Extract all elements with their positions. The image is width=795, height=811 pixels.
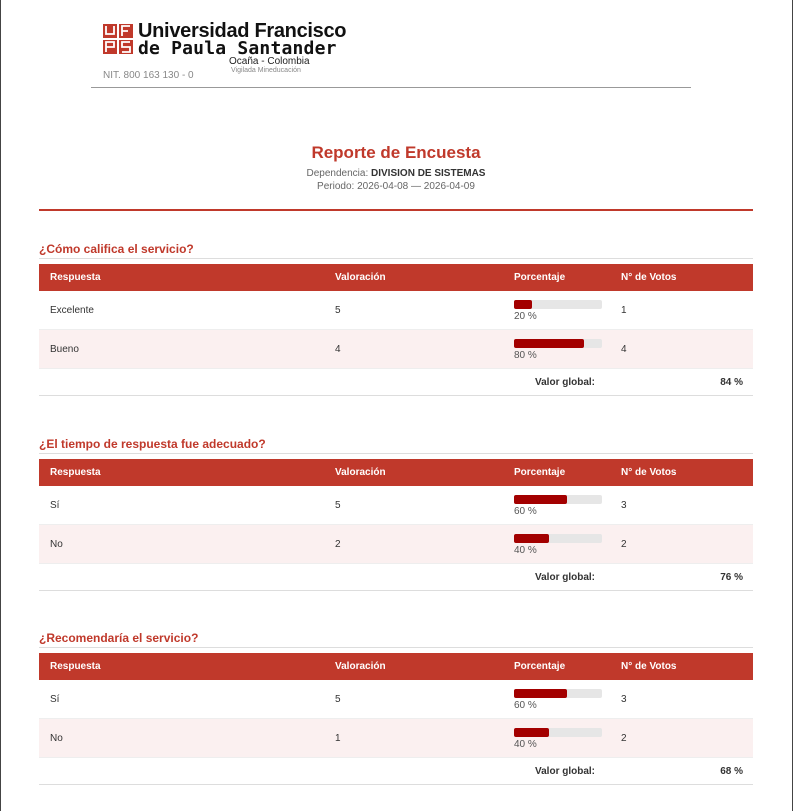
question-section <box>39 240 753 396</box>
col-votos: N° de Votos <box>621 467 677 478</box>
global-label: Valor global: <box>514 369 621 396</box>
votos-cell: 4 <box>621 330 753 369</box>
table-row <box>39 719 753 758</box>
col-votos: N° de Votos <box>621 272 677 283</box>
votos-cell: 3 <box>621 680 753 719</box>
global-label: Valor global: <box>514 758 621 785</box>
university-name-line1: Universidad Francisco <box>138 20 347 42</box>
table-row <box>39 291 753 330</box>
porcentaje-cell <box>514 680 621 719</box>
table-header-row <box>39 459 753 486</box>
porcentaje-cell <box>514 486 621 525</box>
percent-bar-fill <box>514 339 584 348</box>
valoracion-cell: 2 <box>335 525 514 564</box>
respuesta-cell: Sí <box>39 680 335 719</box>
percent-bar-fill <box>514 728 549 737</box>
percent-bar-track <box>514 300 602 309</box>
global-row <box>39 758 753 785</box>
results-table <box>39 653 753 785</box>
university-name-line2: de Paula Santander <box>138 38 337 59</box>
percent-label: 40 % <box>514 739 537 750</box>
col-porcentaje: Porcentaje <box>514 661 566 672</box>
percent-label: 80 % <box>514 350 537 361</box>
question-title: ¿Recomendaría el servicio? <box>39 629 753 648</box>
dependencia-value: DIVISION DE SISTEMAS <box>371 168 486 179</box>
percent-bar-track <box>514 495 602 504</box>
porcentaje-cell <box>514 330 621 369</box>
title-divider <box>39 209 753 211</box>
col-valoracion: Valoración <box>335 467 386 478</box>
question-section <box>39 435 753 591</box>
votos-cell: 1 <box>621 291 753 330</box>
valoracion-cell: 1 <box>335 719 514 758</box>
col-respuesta: Respuesta <box>50 272 101 283</box>
respuesta-cell: No <box>39 525 335 564</box>
valoracion-cell: 5 <box>335 486 514 525</box>
porcentaje-cell <box>514 291 621 330</box>
table-row <box>39 330 753 369</box>
report-title: Reporte de Encuesta <box>311 143 481 162</box>
respuesta-cell: Bueno <box>39 330 335 369</box>
col-valoracion: Valoración <box>335 661 386 672</box>
vigilada-text: Vigilada Mineducación <box>231 67 301 74</box>
results-table <box>39 264 753 396</box>
col-respuesta: Respuesta <box>50 661 101 672</box>
table-row <box>39 680 753 719</box>
global-row <box>39 564 753 591</box>
percent-label: 60 % <box>514 506 537 517</box>
global-label: Valor global: <box>514 564 621 591</box>
porcentaje-cell <box>514 719 621 758</box>
percent-bar-fill <box>514 534 549 543</box>
report-title-block <box>39 143 753 193</box>
col-porcentaje: Porcentaje <box>514 467 566 478</box>
porcentaje-cell <box>514 525 621 564</box>
percent-label: 40 % <box>514 545 537 556</box>
table-header-row <box>39 264 753 291</box>
table-row <box>39 486 753 525</box>
results-table <box>39 459 753 591</box>
global-row <box>39 369 753 396</box>
percent-bar-track <box>514 728 602 737</box>
university-city: Ocaña - Colombia <box>229 56 310 67</box>
table-row <box>39 525 753 564</box>
percent-bar-track <box>514 534 602 543</box>
respuesta-cell: No <box>39 719 335 758</box>
col-porcentaje: Porcentaje <box>514 272 566 283</box>
votos-cell: 2 <box>621 525 753 564</box>
percent-bar-track <box>514 689 602 698</box>
respuesta-cell: Excelente <box>39 291 335 330</box>
percent-label: 60 % <box>514 700 537 711</box>
col-valoracion: Valoración <box>335 272 386 283</box>
global-value: 68 % <box>621 758 753 785</box>
percent-bar-track <box>514 339 602 348</box>
percent-bar-fill <box>514 300 532 309</box>
votos-cell: 3 <box>621 486 753 525</box>
valoracion-cell: 5 <box>335 291 514 330</box>
col-votos: N° de Votos <box>621 661 677 672</box>
question-section <box>39 629 753 785</box>
periodo-line: Periodo: 2026-04-08 — 2026-04-09 <box>317 181 475 192</box>
nit-text: NIT. 800 163 130 - 0 <box>103 70 194 81</box>
dependencia-line <box>39 167 753 180</box>
valoracion-cell: 5 <box>335 680 514 719</box>
percent-bar-fill <box>514 495 567 504</box>
question-title: ¿Cómo califica el servicio? <box>39 240 753 259</box>
percent-label: 20 % <box>514 311 537 322</box>
dependencia-label: Dependencia: <box>306 168 369 179</box>
col-respuesta: Respuesta <box>50 467 101 478</box>
respuesta-cell: Sí <box>39 486 335 525</box>
global-value: 76 % <box>621 564 753 591</box>
question-title: ¿El tiempo de respuesta fue adecuado? <box>39 435 753 454</box>
valoracion-cell: 4 <box>335 330 514 369</box>
percent-bar-fill <box>514 689 567 698</box>
table-header-row <box>39 653 753 680</box>
page-header <box>91 0 691 88</box>
ufps-logo-icon <box>103 24 133 54</box>
votos-cell: 2 <box>621 719 753 758</box>
global-value: 84 % <box>621 369 753 396</box>
